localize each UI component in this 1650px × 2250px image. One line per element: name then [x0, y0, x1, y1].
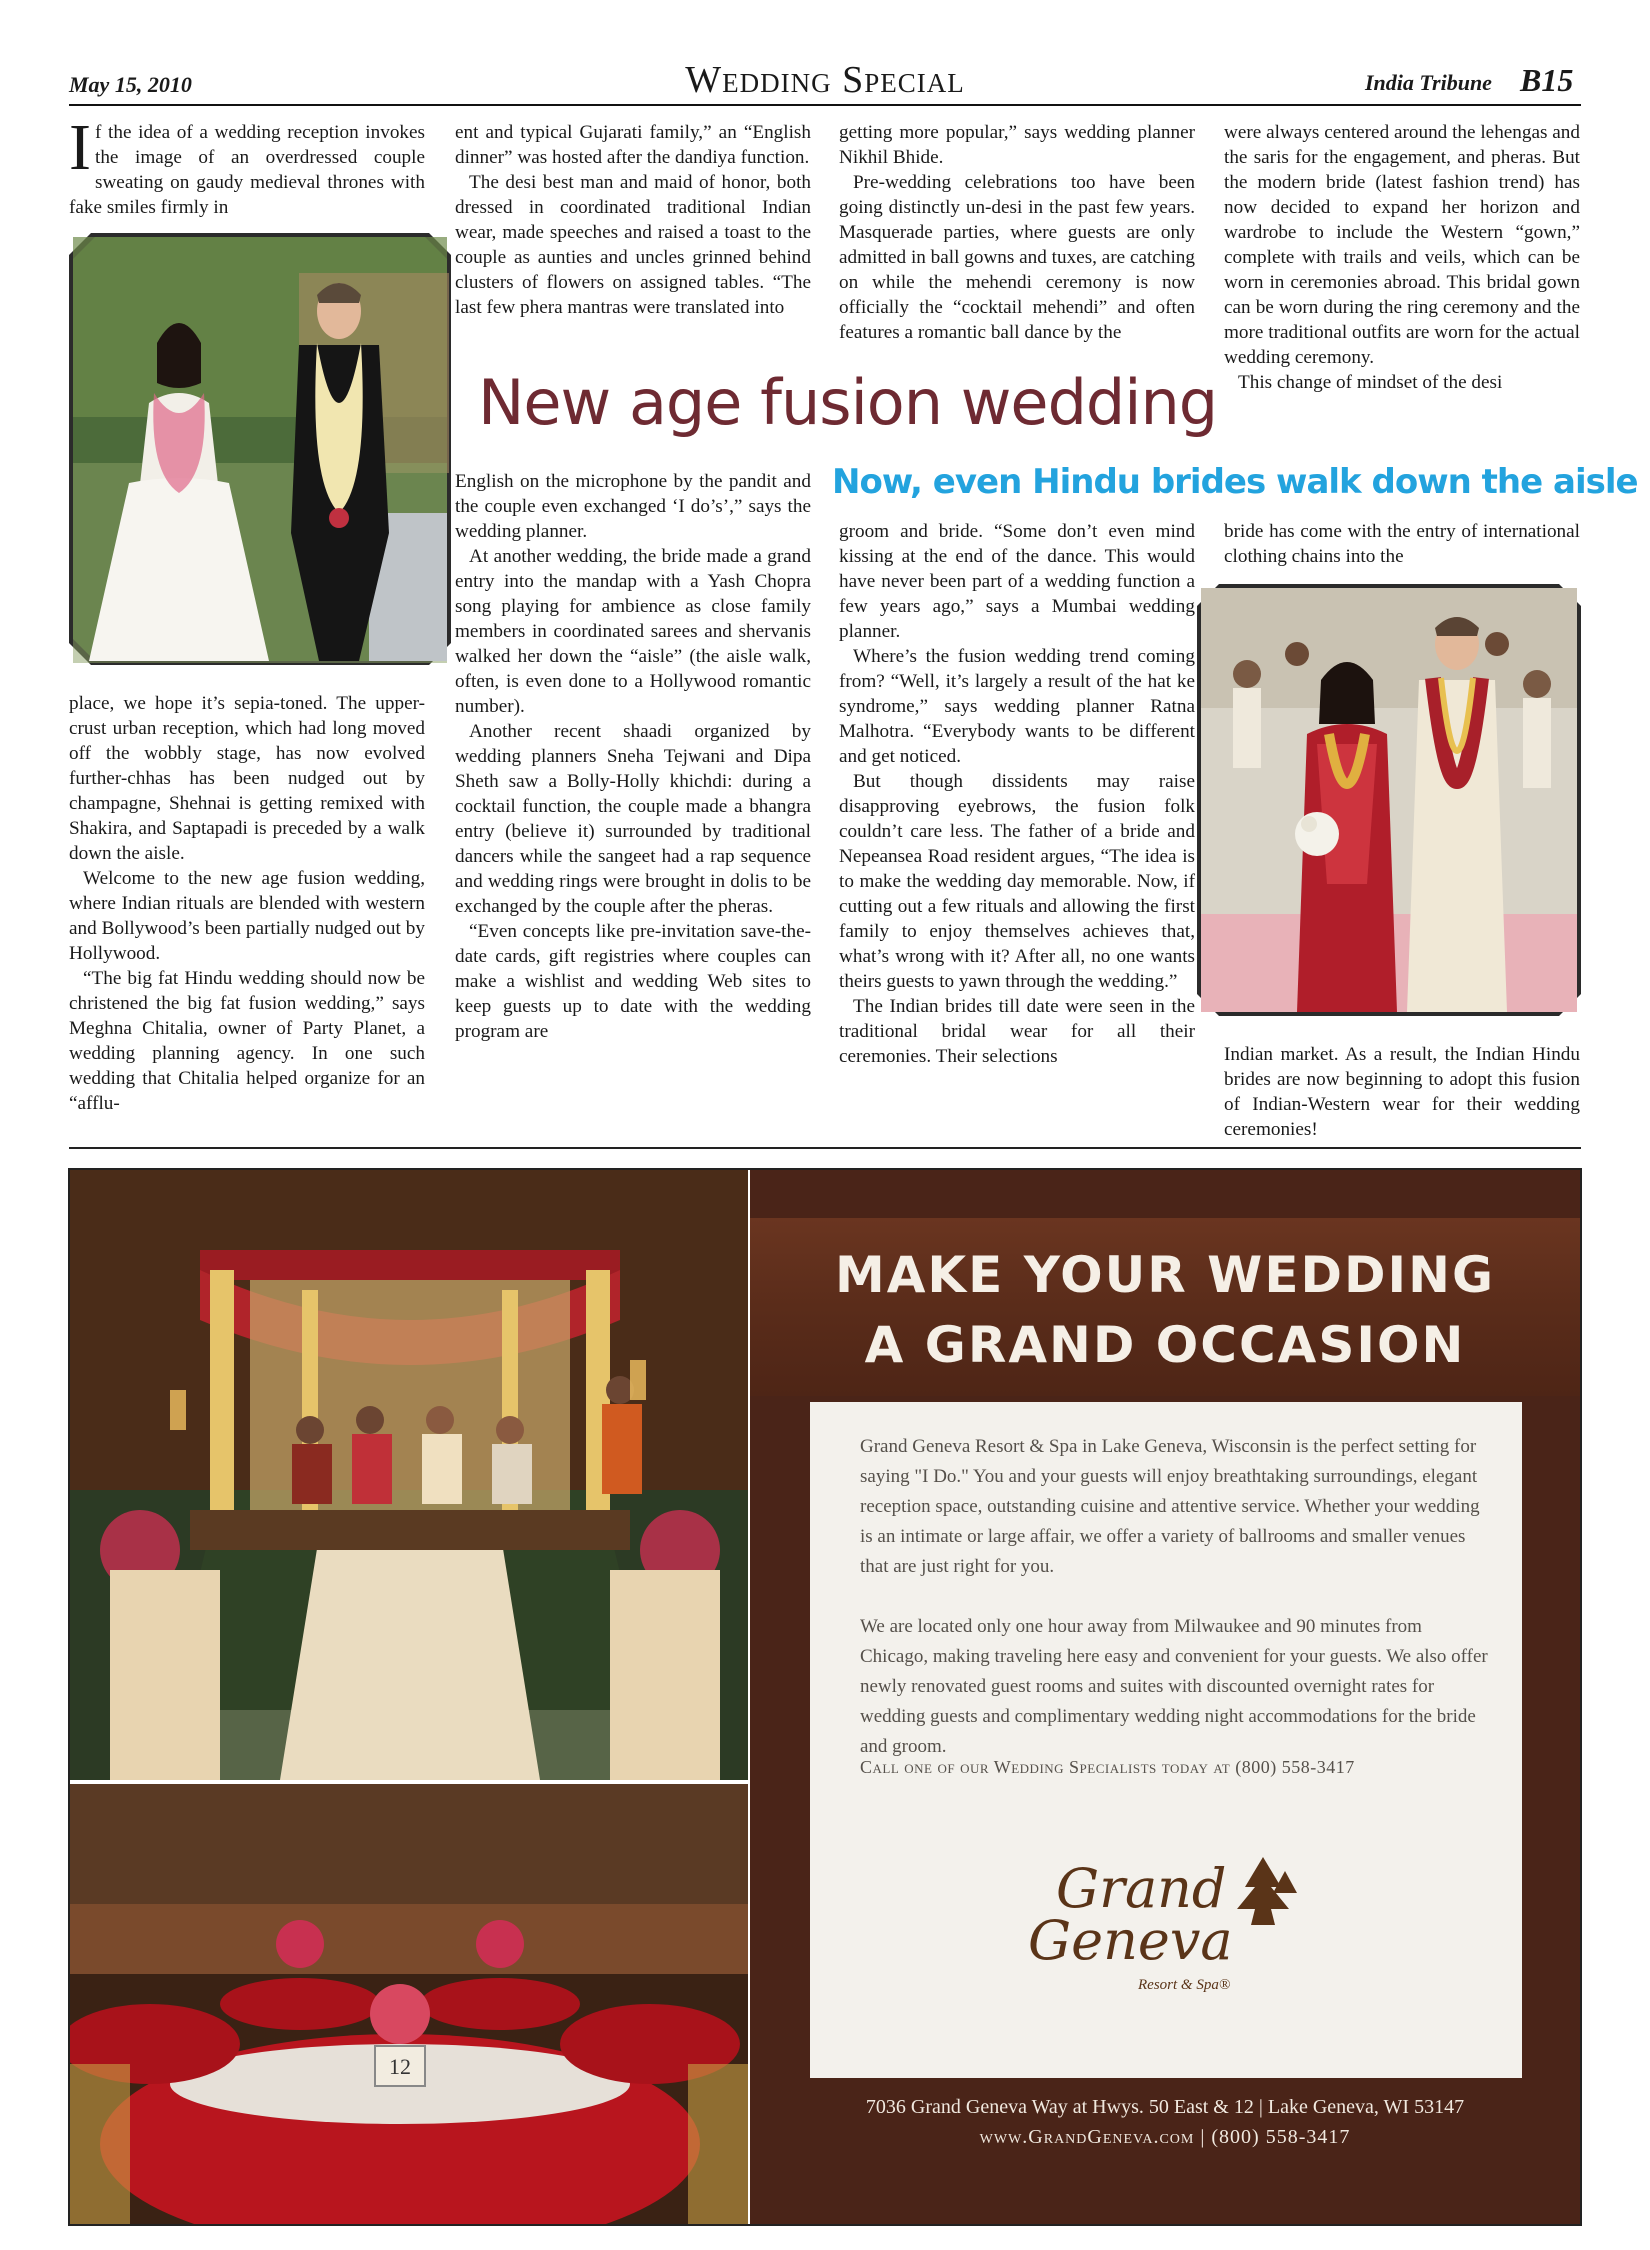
column-4-top: [1224, 120, 1580, 395]
column-3-bottom: [839, 519, 1195, 1069]
paragraph: ent and typical Gujarati family,” an “English dinner” was hosted after the dandiya function.: [455, 122, 811, 168]
table-number-card: 12: [389, 2054, 411, 2079]
wedding-couple-photo: [69, 233, 451, 665]
paragraph: Welcome to the new age fusion wedding, where Indian rituals are blended with western and Bollywood’s been partially nudged out by Hollywood.: [69, 868, 425, 964]
article-bottom-rule: [69, 1147, 1581, 1149]
paragraph: “The big fat Hindu wedding should now be christened the big fat fusion wedding,” says Meghna Chitalia, owner of Party Planet, a wedding planning agency. In one such wedding that Chitalia helped organize for an “afflu-: [69, 968, 425, 1114]
paragraph: Where’s the fusion wedding trend coming from? “Well, it’s largely a result of the hat ke syndrome,” says wedding planner Ratna Malhotra. “Everybody wants to be different and get noticed.: [839, 646, 1195, 767]
ad-paragraph: We are located only one hour away from Milwaukee and 90 minutes from Chicago, making traveling here easy and convenient for your guests. We also offer newly renovated guest rooms and suites with discounted overnight rates for wedding guests and complimentary wedding night accommodations for the bride and groom.: [860, 1616, 1488, 1757]
paragraph: getting more popular,” says wedding planner Nikhil Bhide.: [839, 122, 1195, 168]
ad-panel: [750, 1170, 1580, 2226]
page-number: B15: [1520, 62, 1574, 98]
issue-date: May 15, 2010: [69, 72, 192, 97]
column-4-bottom: [1224, 1042, 1580, 1142]
ad-banner-line-1: MAKE YOUR WEDDING: [834, 1246, 1495, 1304]
paragraph: “Even concepts like pre-invitation save-the-date cards, gift registries where couples can make a wishlist and wedding Web sites to keep guests up to date with the wedding program are: [455, 921, 811, 1042]
ad-banner-line-2: A GRAND OCCASION: [864, 1316, 1466, 1374]
paragraph: The Indian brides till date were seen in the traditional bridal wear for all their ceremonies. Their selections: [839, 996, 1195, 1067]
ad-call-to-action: Call one of our Wedding Specialists today at (800) 558-3417: [860, 1757, 1355, 1777]
grand-geneva-advertisement: [68, 1168, 1582, 2226]
headline: New age fusion wedding: [478, 366, 1218, 439]
section-title: Wedding Special: [685, 59, 965, 101]
ad-website-phone: www.GrandGeneva.com | (800) 558-3417: [979, 2126, 1351, 2148]
ad-banner: [750, 1218, 1580, 1396]
column-1-top: [69, 111, 425, 220]
paragraph: were always centered around the lehengas and the saris for the engagement, and pheras. But the modern bride (latest fashion trend) has now decided to expand her horizon and wardrobe to include the Western “gown,” complete with trails and veils, which can be worn in ceremonies abroad. This bridal gown can be worn during the ring ceremony and the more traditional outfits are worn for the actual wedding ceremony.: [1224, 122, 1580, 368]
column-3-top: [839, 120, 1195, 345]
header-rule: [69, 104, 1581, 106]
grand-geneva-logo: Grand Geneva Resort & Spa®: [1028, 1857, 1328, 2027]
ad-address: 7036 Grand Geneva Way at Hwys. 50 East & 12 | Lake Geneva, WI 53147: [865, 2096, 1465, 2118]
column-2-top: [455, 120, 811, 320]
paragraph: But though dissidents may raise disapproving eyebrows, the fusion folk couldn’t care less. The father of a bride and Nepeansea Road resident argues, “The idea is to make the wedding day memorable. Now, if cutting out a few rituals and allowing the first family to enjoy themselves achieves that, what’s wrong with it? After all, no one wants theirs guests to yawn through the wedding.”: [839, 771, 1195, 992]
hindu-couple-photo: [1197, 584, 1581, 1016]
ad-paragraph: Grand Geneva Resort & Spa in Lake Geneva, Wisconsin is the perfect setting for saying "I Do." You and your guests will enjoy breathtaking surroundings, elegant reception space, outstanding cuisine and attentive service. Whether your wedding is an intimate or large affair, we offer a variety of ballrooms and smaller venues that are just right for you.: [860, 1436, 1480, 1577]
drop-cap: I: [69, 111, 91, 184]
paragraph: place, we hope it’s sepia-toned. The upper-crust urban reception, which had long moved off the wobbly stage, has now evolved further-chhas has been nudged out by champagne, Shehnai is getting remixed with Shakira, and Saptapadi is preceded by a walk down the aisle.: [69, 693, 425, 864]
ad-copy-card: [810, 1402, 1522, 2078]
paragraph: English on the microphone by the pandit and the couple even exchanged ‘I do’s’,” says the wedding planner.: [455, 471, 811, 542]
paragraph: This change of mindset of the desi: [1238, 372, 1503, 393]
mandap-ceremony-photo: [70, 1170, 748, 1780]
column-4-mid: [1224, 519, 1580, 569]
ad-footer: [750, 2092, 1580, 2152]
paragraph: At another wedding, the bride made a grand entry into the mandap with a Yash Chopra song playing for ambience as close family members in coordinated sarees and shervanis walked her down the “aisle” (the aisle walk, often, is even done to a Hollywood romantic number).: [455, 546, 811, 717]
paragraph: groom and bride. “Some don’t even mind kissing at the end of the dance. This would have never been part of a wedding function a few years ago,” says a Mumbai wedding planner.: [839, 521, 1195, 642]
publication-name: India Tribune: [1365, 70, 1492, 95]
paragraph: Pre-wedding celebrations too have been going distinctly un-desi in the past few years. Masquerade parties, where guests are only admitted in ball gowns and tuxes, are catching on while the mehendi ceremony is now officially the “cocktail mehendi” and often features a romantic ball dance by the: [839, 172, 1195, 343]
subheadline: Now, even Hindu brides walk down the aisle: [832, 462, 1638, 502]
paragraph: bride has come with the entry of international clothing chains into the: [1224, 521, 1580, 567]
paragraph: Indian market. As a result, the Indian Hindu brides are now beginning to adopt this fusion of Indian-Western wear for their wedding ceremonies!: [1224, 1044, 1580, 1140]
paragraph: f the idea of a wedding reception invokes the image of an overdressed couple sweating on gaudy medieval thrones with fake smiles firmly in: [69, 122, 425, 218]
pine-tree-icon: [1223, 1857, 1303, 1927]
paragraph: Another recent shaadi organized by wedding planners Sneha Tejwani and Dipa Sheth saw a Bolly-Holly khichdi: during a cocktail function, the couple made a bhangra entry (believe it) surrounded by traditional dancers while the sangeet had a rap sequence and wedding rings were brought in dolis to be exchanged by the couple after the pheras.: [455, 721, 811, 917]
column-2-bottom: [455, 469, 811, 1044]
reception-hall-photo: [70, 1784, 748, 2226]
paragraph: The desi best man and maid of honor, both dressed in coordinated traditional Indian wear, made speeches and raised a toast to the couple as aunties and uncles grinned behind clusters of flowers on assigned tables. “The last few phera mantras were translated into: [455, 172, 811, 318]
column-1-bottom: [69, 691, 425, 1116]
